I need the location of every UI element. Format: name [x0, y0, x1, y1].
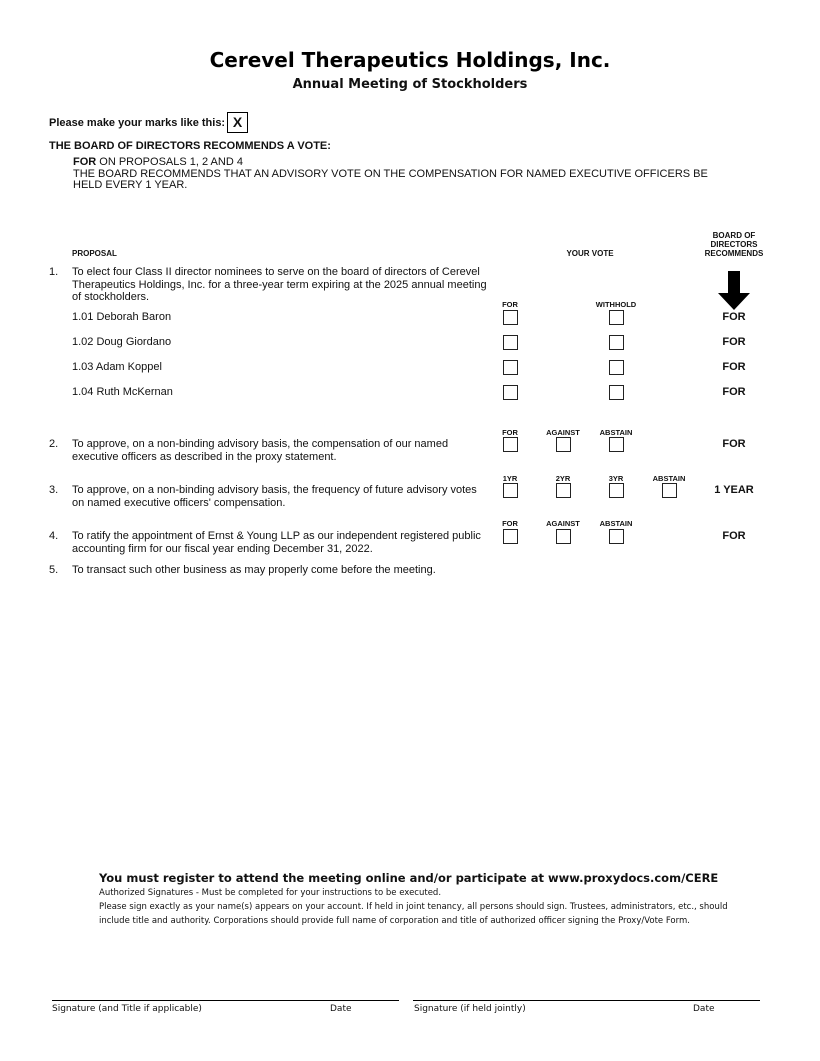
p3-option-1yr: 1YR — [502, 474, 518, 483]
board-recommends-heading: THE BOARD OF DIRECTORS RECOMMENDS A VOTE: — [49, 140, 331, 152]
proposal-5-text: To transact such other business as may properly come before the meeting. — [72, 564, 436, 576]
p4-option-against: AGAINST — [546, 519, 580, 528]
page-title: Cerevel Therapeutics Holdings, Inc. — [209, 48, 611, 72]
date-label-2: Date — [693, 1004, 715, 1014]
date-label-1: Date — [330, 1004, 352, 1014]
p2-for-checkbox[interactable] — [503, 437, 518, 452]
nominee-2-for-checkbox[interactable] — [503, 335, 518, 350]
proposal-2-number: 2. — [49, 438, 59, 450]
p3-3yr-checkbox[interactable] — [609, 483, 624, 498]
nominee-2-recommendation: FOR — [722, 336, 746, 348]
p4-option-for: FOR — [502, 519, 518, 528]
board-recommends-column-header — [694, 231, 774, 258]
p3-recommendation: 1 YEAR — [714, 484, 754, 496]
p3-option-3yr: 3YR — [608, 474, 624, 483]
p3-abstain-checkbox[interactable] — [662, 483, 677, 498]
nominee-3-name: 1.03 Adam Koppel — [72, 361, 162, 373]
board-rec-line-1: BOARD OF — [712, 231, 756, 240]
p2-abstain-checkbox[interactable] — [609, 437, 624, 452]
p1-option-for: FOR — [502, 300, 518, 309]
p4-recommendation: FOR — [722, 530, 746, 542]
for-proposals: ON PROPOSALS 1, 2 AND 4 — [96, 156, 243, 168]
p2-option-for: FOR — [502, 428, 518, 437]
nominee-2-name: 1.02 Doug Giordano — [72, 336, 172, 348]
p3-2yr-checkbox[interactable] — [556, 483, 571, 498]
down-arrow-icon — [717, 271, 751, 311]
nominee-4-recommendation: FOR — [722, 386, 746, 398]
proposal-3-text: To approve, on a non-binding advisory basis, the frequency of future advisory votes on named executive officers' compensation. — [72, 484, 477, 509]
p3-1yr-checkbox[interactable] — [503, 483, 518, 498]
p4-against-checkbox[interactable] — [556, 529, 571, 544]
p3-option-abstain: ABSTAIN — [652, 474, 686, 483]
board-rec-line-2: DIRECTORS — [710, 240, 758, 249]
signature-line-2[interactable] — [413, 1000, 760, 1001]
signature-label-1: Signature (and Title if applicable) — [52, 1004, 202, 1014]
nominee-3-recommendation: FOR — [722, 361, 746, 373]
page-subtitle: Annual Meeting of Stockholders — [292, 77, 528, 92]
marks-example-box: X — [227, 112, 248, 133]
register-notice: You must register to attend the meeting online and/or participate at www.proxydocs.com/CERE — [99, 871, 719, 885]
signature-line-1[interactable] — [52, 1000, 399, 1001]
marks-instruction: Please make your marks like this: — [49, 117, 226, 129]
nominee-4-withhold-checkbox[interactable] — [609, 385, 624, 400]
nominee-1-for-checkbox[interactable] — [503, 310, 518, 325]
proposal-2-text: To approve, on a non-binding advisory basis, the compensation of our named executive officers as described in the proxy statement. — [72, 438, 449, 463]
for-word: FOR — [73, 156, 97, 168]
nominee-1-withhold-checkbox[interactable] — [609, 310, 624, 325]
proposal-3-number: 3. — [49, 484, 59, 496]
nominee-2-withhold-checkbox[interactable] — [609, 335, 624, 350]
advisory-line-1: THE BOARD RECOMMENDS THAT AN ADVISORY VOTE ON THE COMPENSATION FOR NAMED EXECUTIVE OFFICERS BE — [73, 167, 708, 180]
nominee-3-for-checkbox[interactable] — [503, 360, 518, 375]
nominee-4-name: 1.04 Ruth McKernan — [72, 386, 173, 398]
nominee-1-name: 1.01 Deborah Baron — [72, 311, 172, 323]
board-recommendation-text — [73, 157, 713, 192]
your-vote-column-header: YOUR VOTE — [566, 249, 614, 258]
nominee-1-recommendation: FOR — [722, 311, 746, 323]
board-rec-line-3: RECOMMENDS — [704, 249, 764, 258]
p2-option-against: AGAINST — [546, 428, 580, 437]
p4-abstain-checkbox[interactable] — [609, 529, 624, 544]
proposal-4-number: 4. — [49, 530, 59, 542]
p2-option-abstain: ABSTAIN — [599, 428, 633, 437]
nominee-4-for-checkbox[interactable] — [503, 385, 518, 400]
proposal-1-text: To elect four Class II director nominees to serve on the board of directors of Cerevel Therapeutics Holdings, Inc. for a three-year term expiring at the 2025 annual meeting of stockholders. — [72, 266, 487, 303]
p4-option-abstain: ABSTAIN — [599, 519, 633, 528]
signature-label-2: Signature (if held jointly) — [414, 1004, 526, 1014]
proposal-column-header: PROPOSAL — [72, 249, 117, 258]
p2-recommendation: FOR — [722, 438, 746, 450]
nominee-3-withhold-checkbox[interactable] — [609, 360, 624, 375]
signing-instructions: Please sign exactly as your name(s) appears on your account. If held in joint tenancy, all persons should sign. Trustees, administrators, etc., should include title and authority. Corporations should provide full name of corporation and title of authorized officer signing the Proxy/Vote Form. — [99, 902, 728, 926]
proposal-1-number: 1. — [49, 266, 59, 278]
p2-against-checkbox[interactable] — [556, 437, 571, 452]
p4-for-checkbox[interactable] — [503, 529, 518, 544]
p1-option-withhold: WITHHOLD — [595, 300, 637, 309]
authorized-signatures-note: Authorized Signatures - Must be completed for your instructions to be executed. — [99, 888, 442, 898]
proposal-5-number: 5. — [49, 564, 59, 576]
proposal-4-text: To ratify the appointment of Ernst & Young LLP as our independent registered public accounting firm for our fiscal year ending December 31, 2022. — [72, 530, 481, 555]
p3-option-2yr: 2YR — [555, 474, 571, 483]
advisory-line-2: HELD EVERY 1 YEAR. — [73, 179, 188, 191]
